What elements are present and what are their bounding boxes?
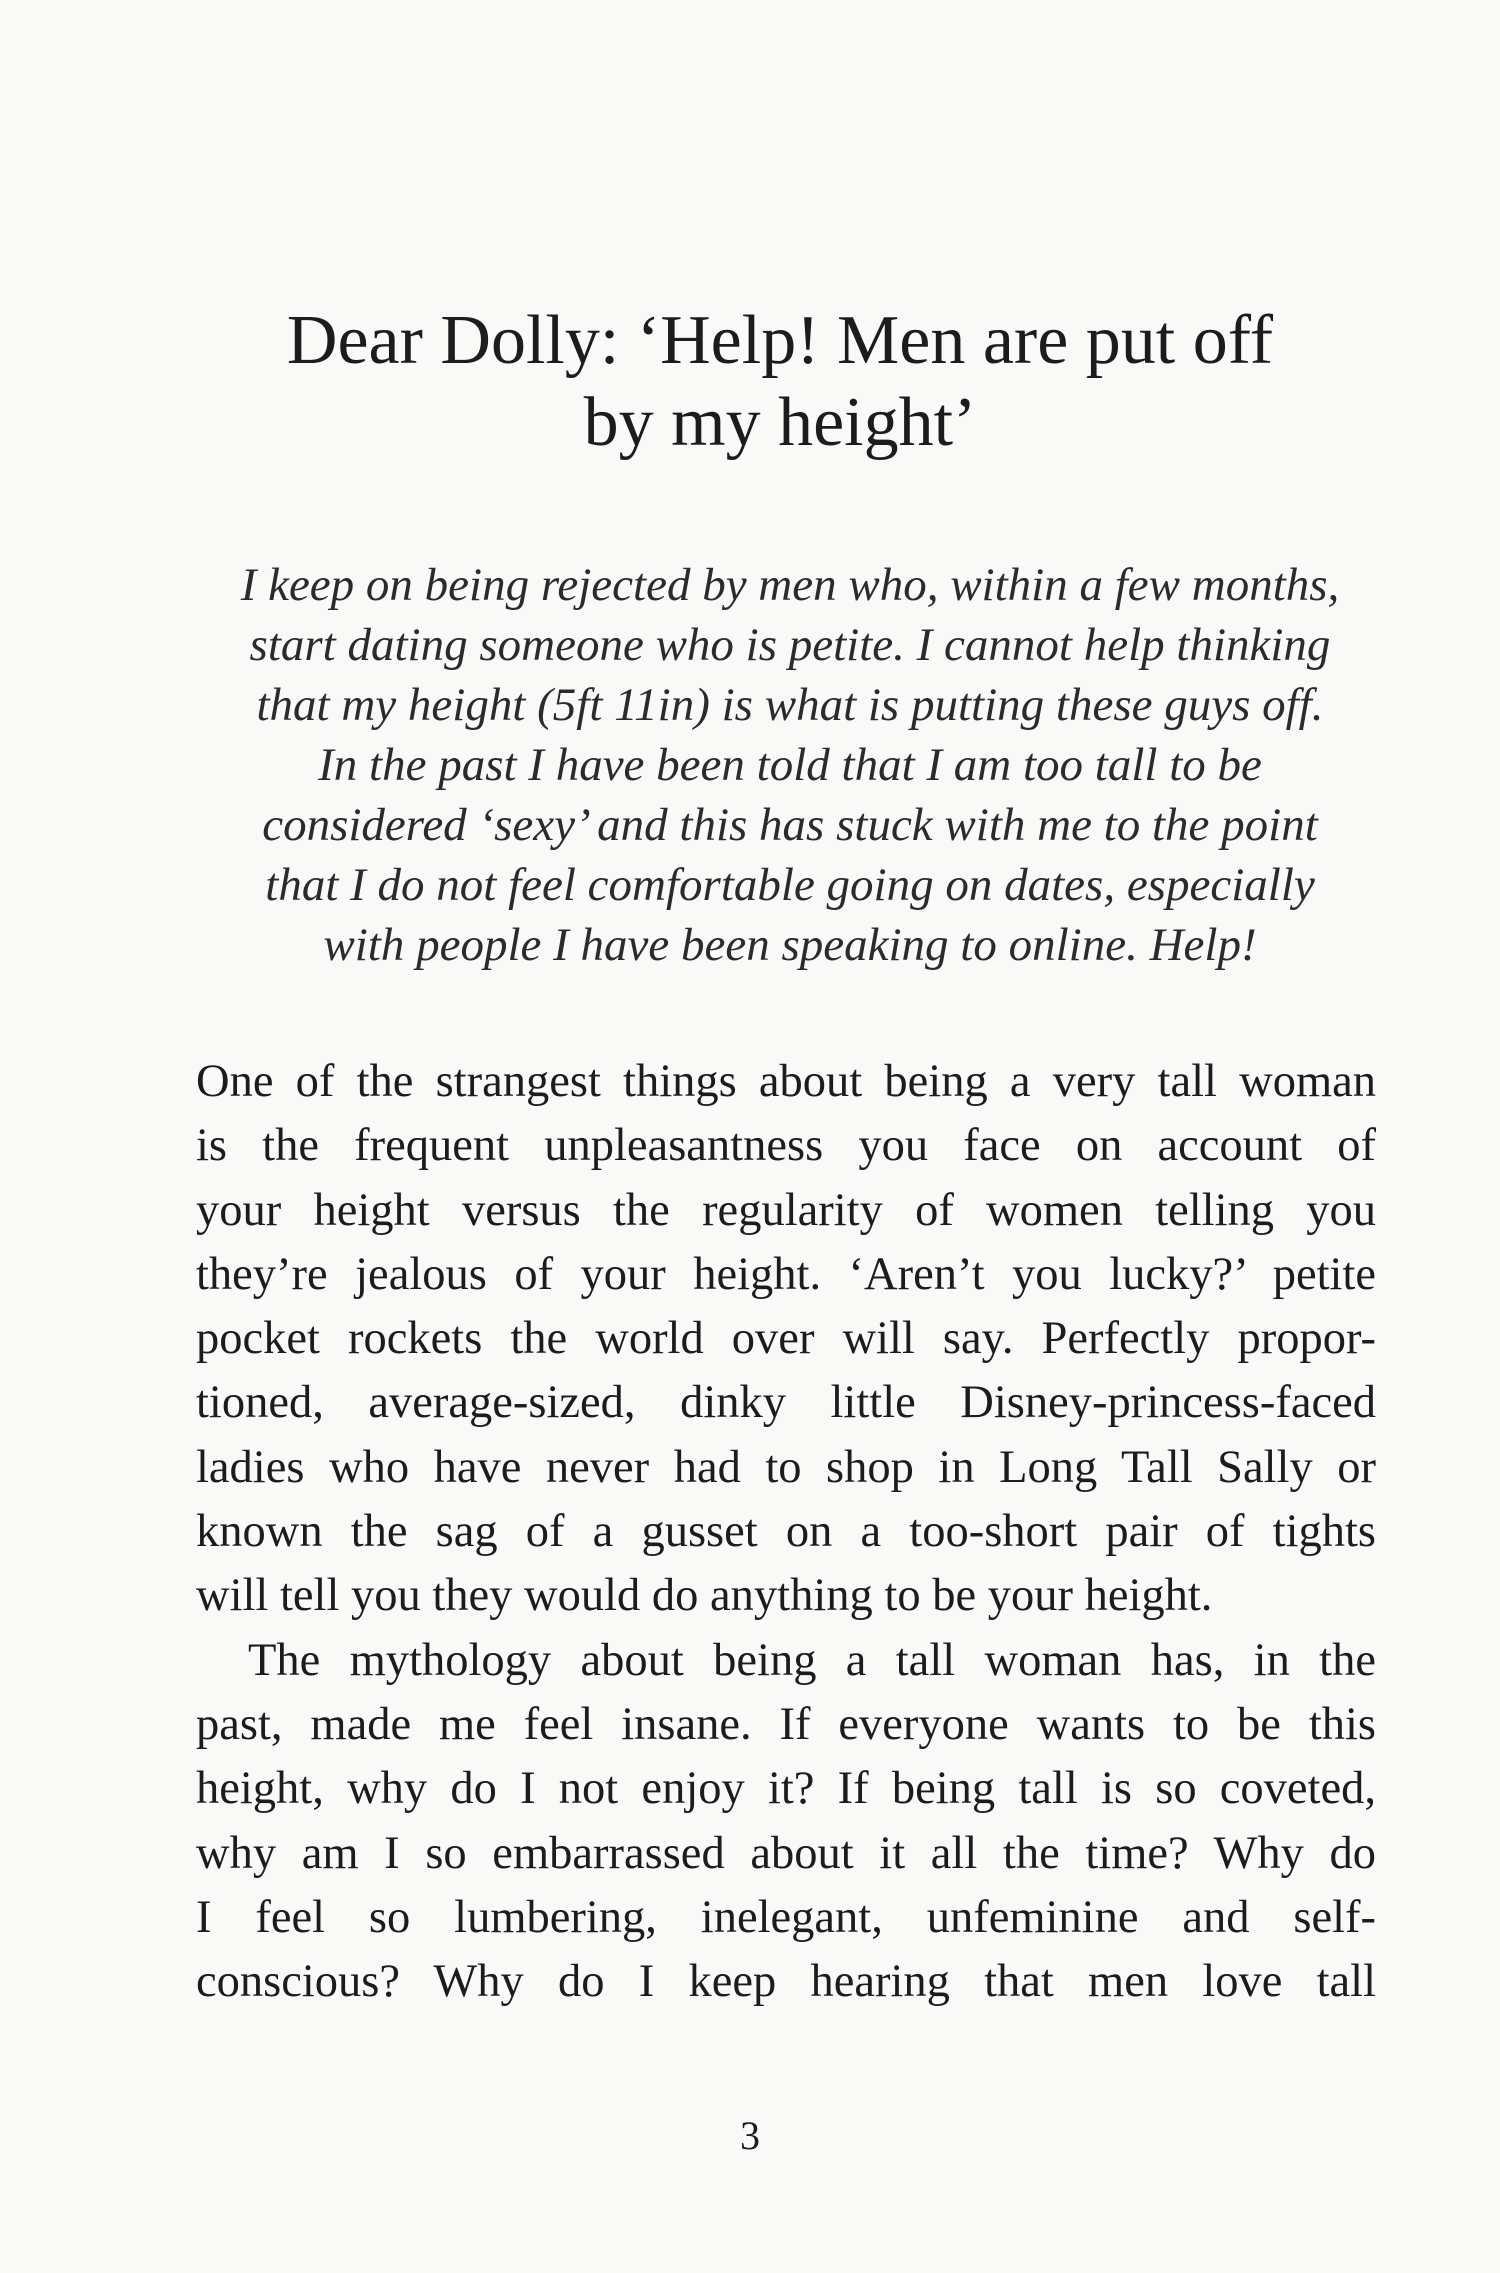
text-line: is the frequent unpleasantness you face on account of: [196, 1120, 1376, 1172]
text-line: pocket rockets the world over will say. Perfectly propor-: [196, 1313, 1376, 1365]
letter-line: In the past I have been told that I am too tall to be: [318, 739, 1262, 791]
text-line: The mythology about being a tall woman has, in the: [248, 1634, 1376, 1686]
page-number: 3: [740, 2113, 760, 2158]
chapter-title-line: by my height’: [583, 384, 977, 461]
reader-letter: [205, 555, 1375, 975]
text-line: your height versus the regularity of women telling you: [196, 1184, 1376, 1236]
text-line: they’re jealous of your height. ‘Aren’t you lucky?’ petite: [196, 1248, 1376, 1300]
text-line: will tell you they would do anything to be your height.: [196, 1570, 1213, 1622]
letter-line: start dating someone who is petite. I cannot help thinking: [249, 619, 1331, 671]
letter-line: that my height (5ft 11in) is what is putting these guys off.: [256, 679, 1324, 731]
chapter-title-line: Dear Dolly: ‘Help! Men are put off: [286, 302, 1274, 379]
text-line: One of the strangest things about being a very tall woman: [196, 1056, 1376, 1107]
letter-line: with people I have been speaking to online. Help!: [323, 919, 1257, 971]
chapter-title: [210, 300, 1350, 464]
letter-line: considered ‘sexy’ and this has stuck with me to the point: [262, 799, 1318, 851]
text-line: height, why do I not enjoy it? If being tall is so coveted,: [196, 1763, 1376, 1815]
text-line: why am I so embarrassed about it all the time? Why do: [196, 1827, 1376, 1879]
body-paragraph-1: [196, 1050, 1376, 1629]
text-line: known the sag of a gusset on a too-short pair of tights: [196, 1506, 1376, 1558]
text-line: tioned, average-sized, dinky little Disney-princess-faced: [196, 1377, 1376, 1429]
text-line: conscious? Why do I keep hearing that men love tall: [196, 1956, 1376, 2008]
letter-line: I keep on being rejected by men who, within a few months,: [240, 559, 1340, 611]
letter-line: that I do not feel comfortable going on dates, especially: [265, 859, 1315, 911]
text-line: past, made me feel insane. If everyone wants to be this: [196, 1698, 1376, 1750]
body-paragraph-2: [196, 1629, 1376, 2015]
text-line: I feel so lumbering, inelegant, unfeminine and self-: [196, 1891, 1376, 1943]
body-text: [196, 1050, 1376, 2014]
text-line: ladies who have never had to shop in Long Tall Sally or: [196, 1441, 1376, 1493]
